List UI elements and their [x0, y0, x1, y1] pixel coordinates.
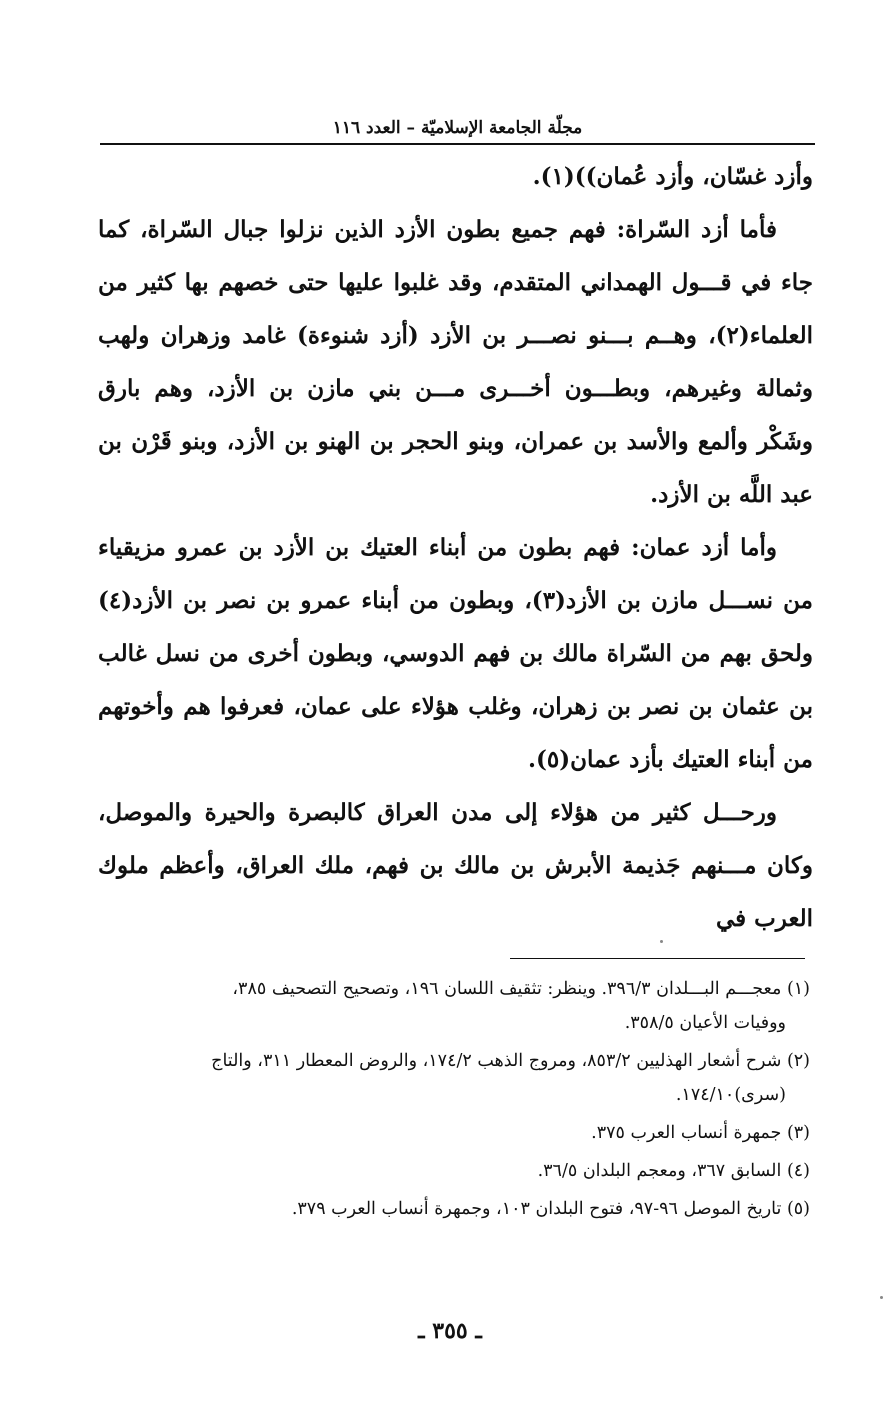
footnote-number: (١) — [786, 979, 810, 999]
footnote-text: السابق ٣٦٧، ومعجم البلدان ٣٦/٥. — [537, 1161, 782, 1181]
footnote-continuation: (سرى)١٧٤/١٠. — [675, 1085, 786, 1105]
footnote-rule — [510, 958, 805, 959]
footnote-number: (٤) — [786, 1161, 810, 1181]
page-number: ـ ٣٥٥ ـ — [418, 1318, 482, 1344]
scan-speck — [880, 1296, 883, 1299]
footnote-number: (٥) — [786, 1199, 810, 1219]
header-rule — [100, 143, 815, 145]
footnotes — [98, 972, 810, 1230]
footnote — [98, 1154, 810, 1188]
footnote-number: (٢) — [786, 1051, 810, 1071]
footnote-number: (٣) — [786, 1123, 810, 1143]
paragraph: وأزد غسّان، وأزد عُمان))(١). — [532, 163, 813, 190]
footnote — [98, 1192, 810, 1226]
footnote — [98, 1044, 810, 1112]
footnote — [98, 972, 810, 1040]
main-text — [98, 150, 813, 945]
paragraph: وأما أزد عمان: فهم بطون من أبناء العتيك بن الأزد بن عمرو مزيقياء من نســـل مازن بن الأزد(٣)، وبطون من أبناء عمرو بن نصر بن الأزد(٤) ولحق بهم من السّراة مالك بن فهم الدوسي، وبطون أخرى من نسل غالب بن عثمان بن نصر بن زهران، وغلب هؤلاء على عمان، فعرفوا هم وأخوتهم من أبناء العتيك بأزد عمان(٥). — [98, 534, 813, 773]
footnote-text: شرح أشعار الهذليين ٨٥٣/٢، ومروج الذهب ١٧٤/٢، والروض المعطار ٣١١، والتاج — [211, 1051, 782, 1071]
paragraph: فأما أزد السّراة: فهم جميع بطون الأزد الذين نزلوا جبال السّراة، كما جاء في قـــول الهمداني المتقدم، وقد غلبوا عليها حتى خصهم بها كثير من العلماء(٢)، وهــم بـــنو نصـــر بن الأزد (أزد شنوءة) غامد وزهران ولهب وثمالة وغيرهم، وبطـــون أخـــرى مـــن بني مازن بن الأزد، وهم بارق وشَكْر وألمع والأسد بن عمران، وبنو الحجر بن الهنو بن الأزد، وبنو قَرْن بن عبد اللَّه بن الأزد. — [98, 216, 813, 508]
footnote-text: معجـــم البـــلدان ٣٩٦/٣. وينظر: تثقيف اللسان ١٩٦، وتصحيح التصحيف ٣٨٥، — [232, 979, 782, 999]
footnote-continuation: ووفيات الأعيان ٣٥٨/٥. — [624, 1013, 786, 1033]
paragraph: ورحـــل كثير من هؤلاء إلى مدن العراق كالبصرة والحيرة والموصل، وكان مـــنهم جَذيمة الأبرش بن مالك بن فهم، ملك العراق، وأعظم ملوك العرب في — [98, 799, 813, 932]
footnote-text: جمهرة أنساب العرب ٣٧٥. — [591, 1123, 782, 1143]
footnote — [98, 1116, 810, 1150]
scan-speck — [660, 940, 663, 943]
running-header: مجلّة الجامعة الإسلاميّة – العدد ١١٦ — [332, 118, 583, 138]
footnote-text: تاريخ الموصل ٩٦-٩٧، فتوح البلدان ١٠٣، وجمهرة أنساب العرب ٣٧٩. — [291, 1199, 782, 1219]
